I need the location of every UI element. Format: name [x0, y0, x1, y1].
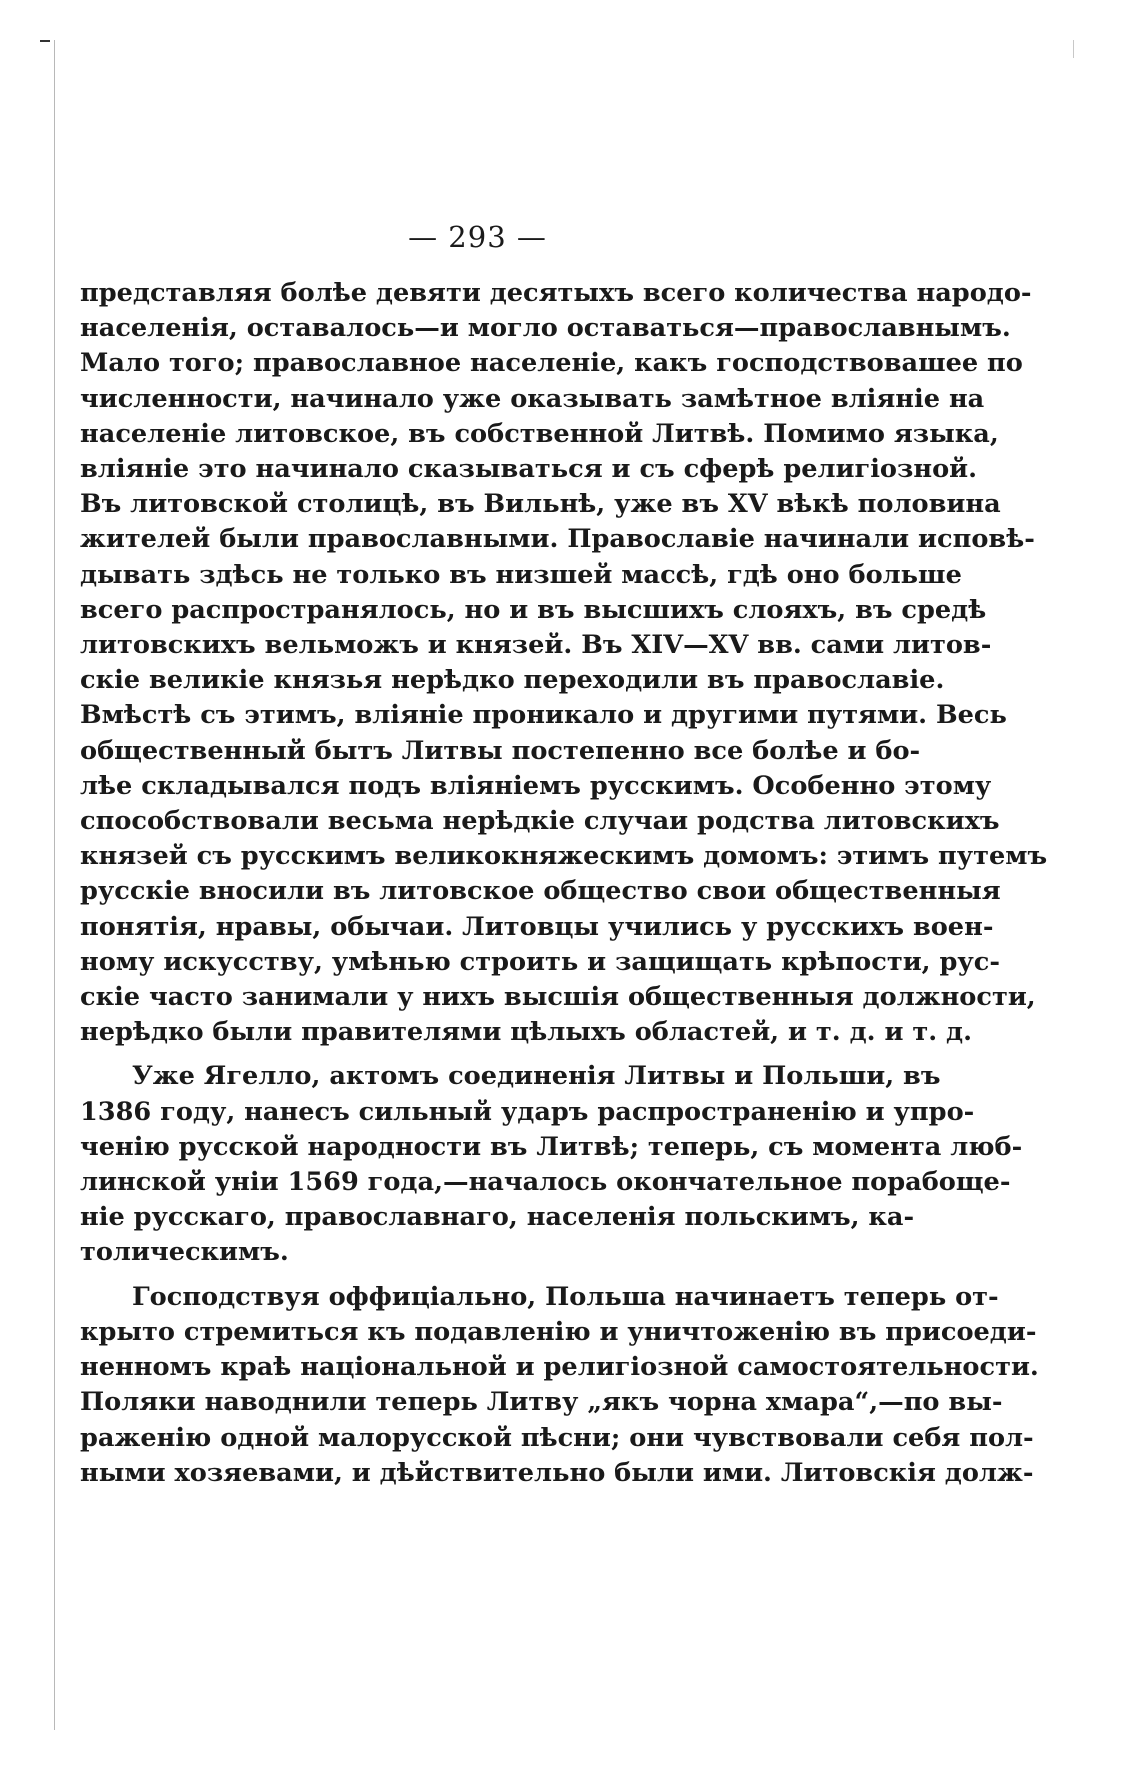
- text-line: русскіе вносили въ литовское общество свои общественныя: [80, 876, 1001, 907]
- text-line: скіе великіе князья нерѣдко переходили въ православіе.: [80, 665, 945, 696]
- text-line: скіе часто занимали у нихъ высшія общественныя должности,: [80, 982, 1036, 1013]
- text-line: численности, начинало уже оказывать замѣтное вліяніе на: [80, 383, 985, 414]
- text-line: ному искусству, умѣнью строить и защищать крѣпости, рус-: [80, 946, 1000, 977]
- text-line: ными хозяевами, и дѣйствительно были ими. Литовскія долж-: [80, 1457, 1034, 1488]
- text-line: населеніе литовское, въ собственной Литвѣ. Помимо языка,: [80, 418, 999, 449]
- text-line: Вмѣстѣ съ этимъ, вліяніе проникало и другими путями. Весь: [80, 700, 1007, 731]
- text-line: ненномъ краѣ національной и религіозной самостоятельности.: [80, 1352, 1039, 1383]
- text-line: ніе русскаго, православнаго, населенія польскимъ, ка-: [80, 1202, 915, 1233]
- text-line: Поляки наводнили теперь Литву „якъ чорна хмара“,—по вы-: [80, 1387, 1003, 1418]
- scan-left-edge: [54, 40, 55, 1730]
- text-line: толическимъ.: [80, 1237, 289, 1268]
- paragraph: [80, 1059, 1023, 1270]
- text-line: линской уніи 1569 года,—началось окончательное порабоще-: [80, 1167, 1011, 1198]
- book-page: [80, 220, 1048, 1491]
- scan-right-edge: [1073, 40, 1074, 58]
- text-line: литовскихъ вельможъ и князей. Въ XIV—XV вв. сами литов-: [80, 630, 992, 661]
- text-line: населенія, оставалось—и могло оставаться—православнымъ.: [80, 313, 1011, 344]
- text-line: крыто стремиться къ подавленію и уничтоженію въ присоеди-: [80, 1316, 1037, 1347]
- paragraph: [80, 276, 1048, 1050]
- text-line: раженію одной малорусской пѣсни; они чувствовали себя пол-: [80, 1422, 1034, 1453]
- page-text-body: [80, 276, 1048, 1491]
- text-line: дывать здѣсь не только въ низшей массѣ, гдѣ оно больше: [80, 559, 962, 590]
- page-number: — 293 —: [408, 220, 547, 254]
- scan-corner-mark: [40, 40, 50, 42]
- text-line: Мало того; православное населеніе, какъ господствовашее по: [80, 348, 1023, 379]
- text-line: понятія, нравы, обычаи. Литовцы учились у русскихъ воен-: [80, 911, 994, 942]
- text-line: 1386 году, нанесъ сильный ударъ распространенію и упро-: [80, 1096, 975, 1127]
- text-line: Уже Ягелло, актомъ соединенія Литвы и Польши, въ: [132, 1061, 941, 1092]
- text-line: общественный бытъ Литвы постепенно все болѣе и бо-: [80, 735, 921, 766]
- paragraph: [80, 1280, 1039, 1491]
- text-line: ченію русской народности въ Литвѣ; теперь, съ момента люб-: [80, 1131, 1023, 1162]
- text-line: способствовали весьма нерѣдкіе случаи родства литовскихъ: [80, 806, 1000, 837]
- text-line: князей съ русскимъ великокняжескимъ домомъ: этимъ путемъ: [80, 841, 1048, 872]
- text-line: жителей были православными. Православіе начинали исповѣ-: [80, 524, 1035, 555]
- text-line: нерѣдко были правителями цѣлыхъ областей, и т. д. и т. д.: [80, 1017, 972, 1048]
- text-line: Въ литовской столицѣ, въ Вильнѣ, уже въ XV вѣкѣ половина: [80, 489, 1001, 520]
- text-line: всего распространялось, но и въ высшихъ слояхъ, въ средѣ: [80, 594, 987, 625]
- text-line: вліяніе это начинало сказываться и съ сферѣ религіозной.: [80, 454, 978, 485]
- text-line: представляя болѣе девяти десятыхъ всего количества народо-: [80, 278, 1032, 308]
- text-line: Господствуя оффиціально, Польша начинаетъ теперь от-: [132, 1281, 999, 1312]
- text-line: лѣе складывался подъ вліяніемъ русскимъ. Особенно этому: [80, 770, 992, 801]
